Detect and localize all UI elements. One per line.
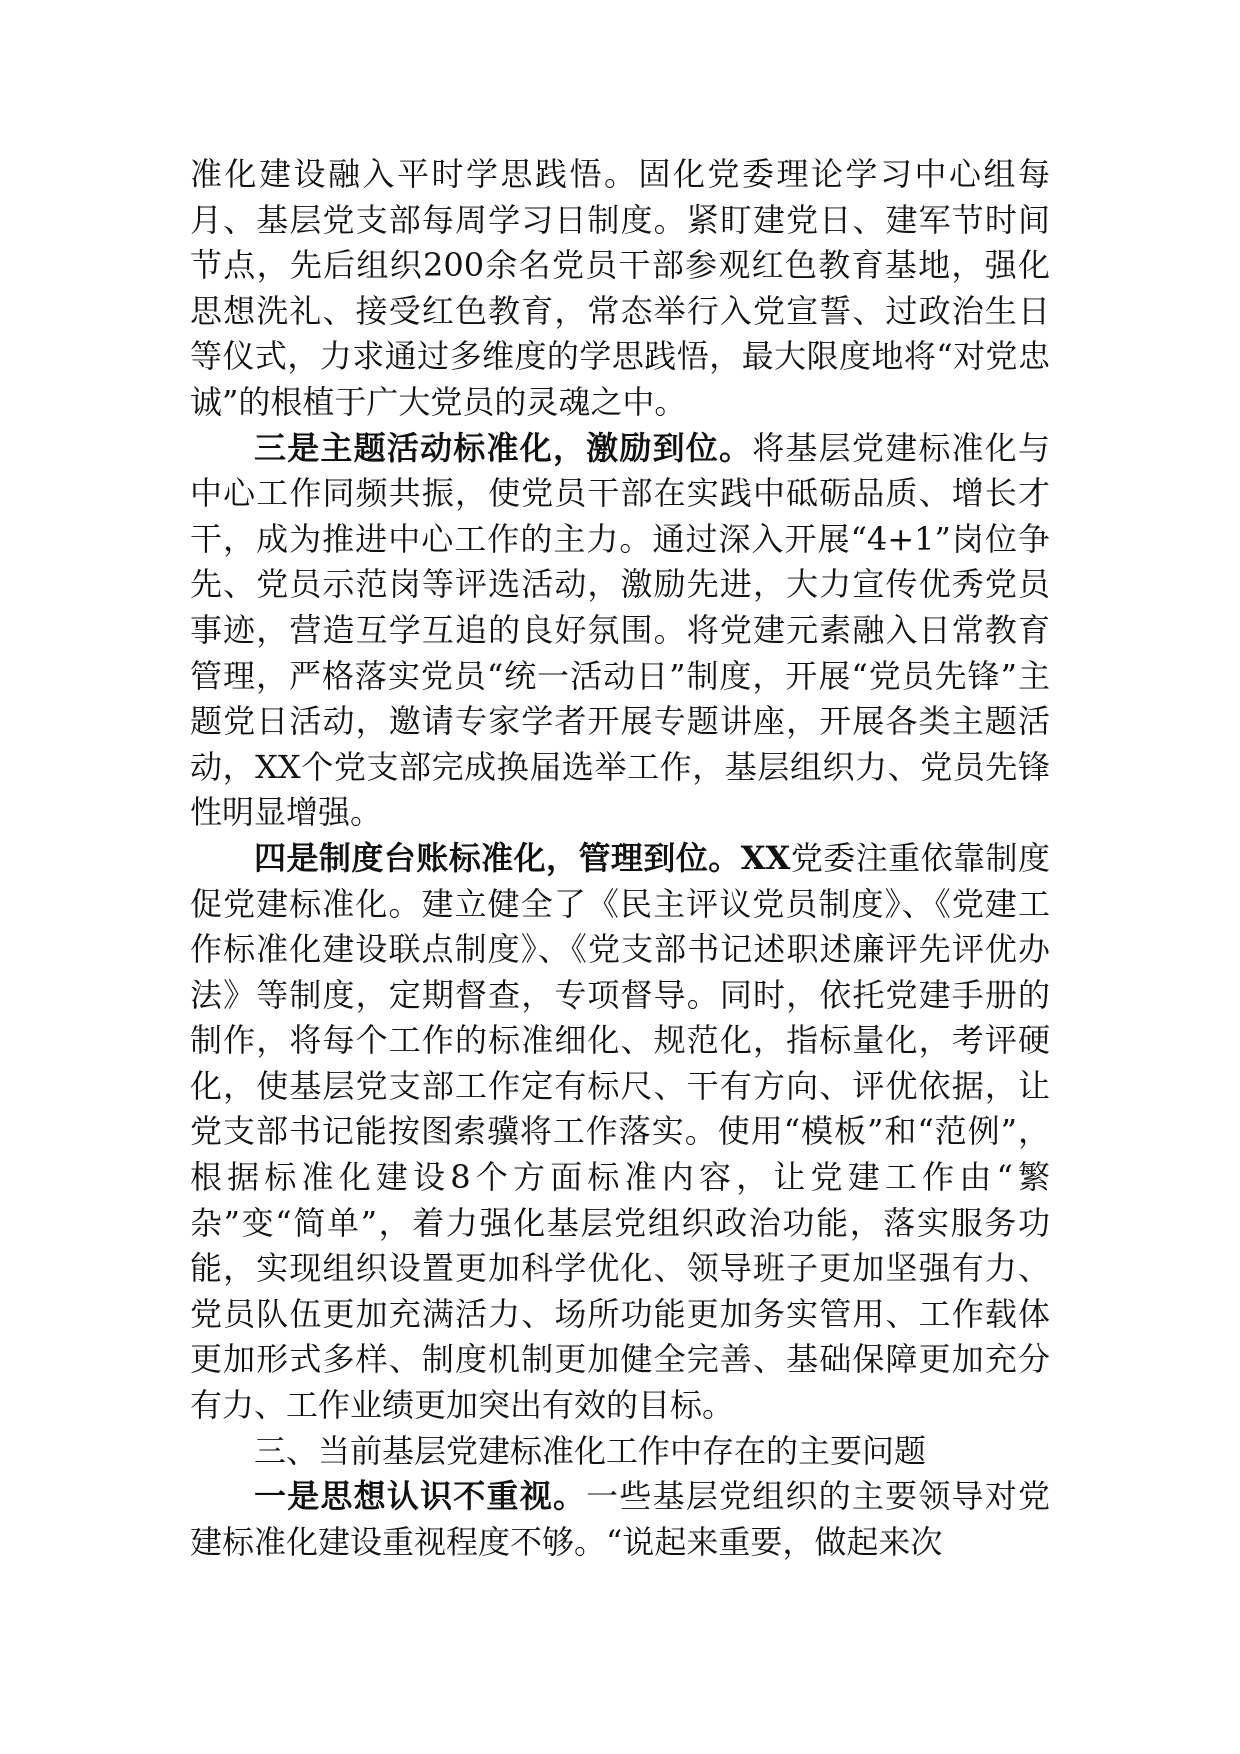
section-heading <box>190 1429 1050 1475</box>
section-heading-text: 三、当前基层党建标准化工作中存在的主要问题 <box>254 1431 927 1470</box>
paragraph-ideological <box>190 1474 1050 1565</box>
paragraph-body: 一些基层党组织的主要领导对党建标准化建设重视程度不够。“说起来重要，做起来次 <box>190 1477 1050 1561</box>
paragraph-continuation <box>190 152 1050 426</box>
paragraph-lead: 四是制度台账标准化，管理到位。XX <box>254 838 791 877</box>
paragraph-lead: 三是主题活动标准化，激励到位。 <box>254 428 753 467</box>
paragraph-body: 党委注重依靠制度促党建标准化。建立健全了《民主评议党员制度》、《党建工作标准化建设联点制度》、《党支部书记述职述廉评先评优办法》等制度，定期督查，专项督导。同时，依托党建手册的制作，将每个工作的标准细化、规范化，指标量化，考评硬化，使基层党支部工作定有标尺、干有方向、评优依据，让党支部书记能按图索骥将工作落实。使用“模板”和“范例”，根据标准化建设8个方面标准内容，让党建工作由“繁杂”变“简单”，着力强化基层党组织政治功能，落实服务功能，实现组织设置更加科学优化、领导班子更加坚强有力、党员队伍更加充满活力、场所功能更加务实管用、工作载体更加形式多样、制度机制更加健全完善、基础保障更加充分有力、工作业绩更加突出有效的目标。 <box>190 838 1050 1425</box>
paragraph-body: 准化建设融入平时学思践悟。固化党委理论学习中心组每月、基层党支部每周学习日制度。紧盯建党日、建军节时间节点，先后组织200余名党员干部参观红色教育基地，强化思想洗礼、接受红色教育，常态举行入党宣誓、过政治生日等仪式，力求通过多维度的学思践悟，最大限度地将“对党忠诚”的根植于广大党员的灵魂之中。 <box>190 155 1050 421</box>
paragraph-lead: 一是思想认识不重视。 <box>254 1477 587 1516</box>
document-page <box>190 152 1050 1565</box>
paragraph-body: 将基层党建标准化与中心工作同频共振，使党员干部在实践中砥砺品质、增长才干，成为推进中心工作的主力。通过深入开展“4+1”岗位争先、党员示范岗等评选活动，激励先进，大力宣传优秀党员事迹，营造互学互追的良好氛围。将党建元素融入日常教育管理，严格落实党员“统一活动日”制度，开展“党员先锋”主题党日活动，邀请专家学者开展专题讲座，开展各类主题活动，XX个党支部完成换届选举工作，基层组织力、党员先锋性明显增强。 <box>190 428 1050 832</box>
paragraph-system-ledger <box>190 836 1050 1429</box>
paragraph-theme-activities <box>190 426 1050 836</box>
